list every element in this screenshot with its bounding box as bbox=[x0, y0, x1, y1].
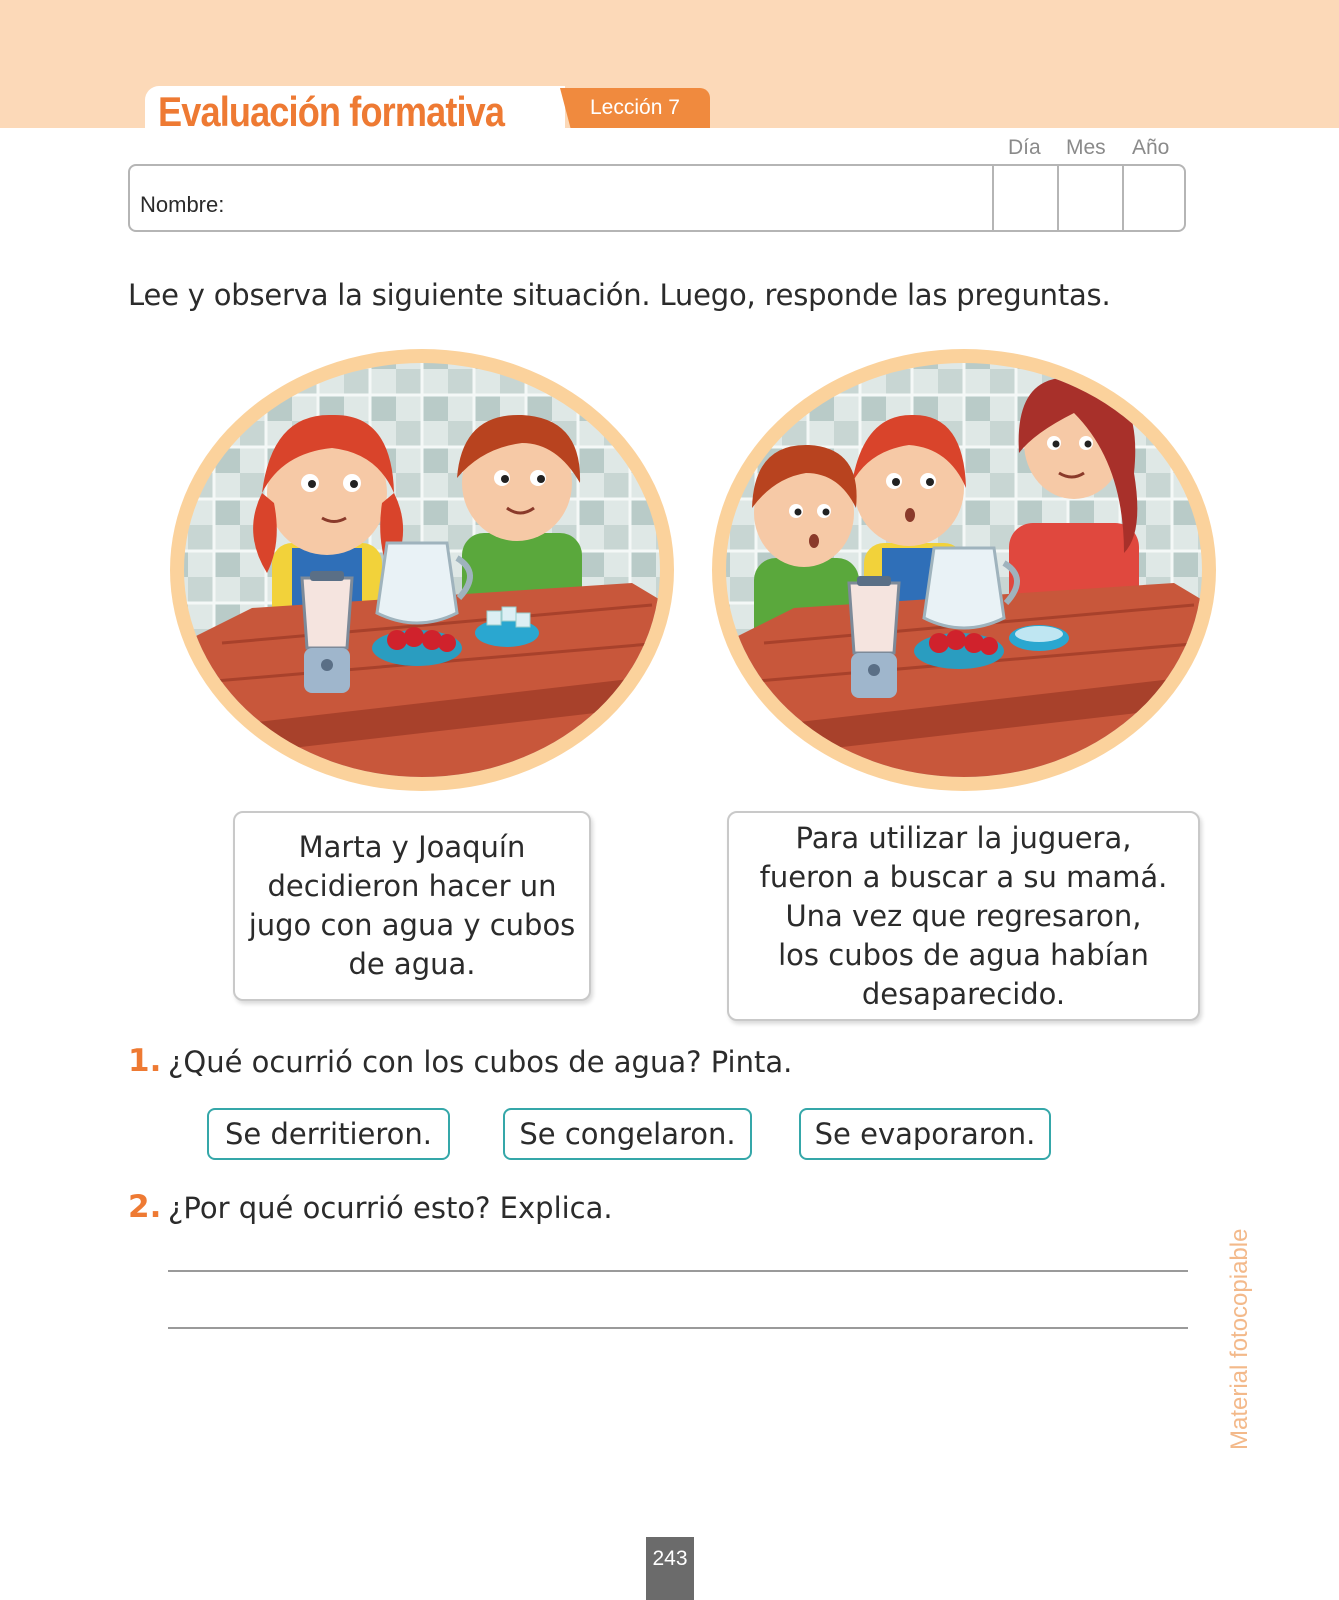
caption-box-2 bbox=[727, 811, 1200, 1021]
year-label: Año bbox=[1132, 136, 1170, 159]
caption-line: Marta y Joaquín bbox=[298, 830, 526, 864]
caption-line: fueron a buscar a su mamá. bbox=[759, 859, 1168, 894]
name-label: Nombre: bbox=[140, 192, 225, 217]
question-2-text: ¿Por qué ocurrió esto? Explica. bbox=[168, 1191, 613, 1225]
scene-illustration-1 bbox=[162, 343, 682, 798]
caption-line: desaparecido. bbox=[861, 976, 1066, 1011]
date-divider bbox=[1122, 166, 1124, 230]
caption-line: Una vez que regresaron, bbox=[785, 898, 1142, 933]
option-se-derritieron[interactable]: Se derritieron. bbox=[207, 1108, 450, 1160]
question-1-text: ¿Qué ocurrió con los cubos de agua? Pinta. bbox=[168, 1045, 793, 1079]
option-se-evaporaron[interactable]: Se evaporaron. bbox=[799, 1108, 1051, 1160]
lesson-label: Lección 7 bbox=[590, 96, 680, 119]
page-title: Evaluación formativa bbox=[158, 88, 505, 135]
instruction-text: Lee y observa la siguiente situación. Luego, responde las preguntas. bbox=[128, 278, 1111, 312]
caption-box-1 bbox=[233, 811, 591, 1001]
answer-line[interactable] bbox=[168, 1270, 1188, 1272]
date-divider bbox=[992, 166, 994, 230]
answer-line[interactable] bbox=[168, 1327, 1188, 1329]
caption-line: de agua. bbox=[348, 947, 476, 981]
page-number: 243 bbox=[646, 1537, 694, 1600]
option-se-congelaron[interactable]: Se congelaron. bbox=[503, 1108, 752, 1160]
date-divider bbox=[1057, 166, 1059, 230]
caption-line: jugo con agua y cubos bbox=[248, 908, 576, 942]
day-label: Día bbox=[1008, 136, 1041, 159]
caption-line: Para utilizar la juguera, bbox=[795, 820, 1132, 855]
name-date-box bbox=[128, 164, 1186, 232]
question-1-number: 1. bbox=[128, 1043, 162, 1079]
side-label: Material fotocopiable bbox=[1226, 1228, 1253, 1450]
caption-line: decidieron hacer un bbox=[267, 869, 557, 903]
month-label: Mes bbox=[1066, 136, 1106, 159]
scene-illustration-2 bbox=[704, 343, 1224, 798]
caption-line: los cubos de agua habían bbox=[778, 937, 1149, 972]
question-2-number: 2. bbox=[128, 1189, 162, 1225]
